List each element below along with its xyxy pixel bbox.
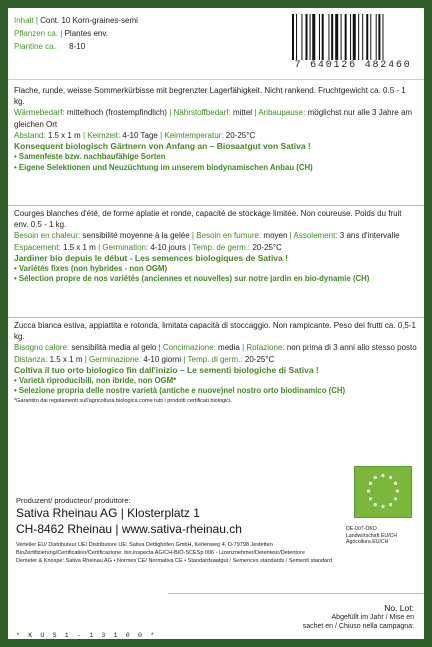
german-section: Flache, runde, weisse Sommerkürbisse mit begrenzter Lagerfähigkeit. Nicht rankend. Fruchtgewicht ca. 0.5 - 1 kg. Wärmebedarf: mittelhoch (frostempfindlich) | Nährstoffbedarf: mittel | Anbaupause: möglichst nur alle 3 Jahre am gleichen Ort Abstand: 1.5 x 1 m | Keimzeit: 4-10 Tage | Keimtemperatur: 20-25°C Konsequent biologisch Gärtnern von Anfang an – Biosaatgut von Sativa ! • Samenfeste bzw. nachbaufähige Sorten • Eigene Selektionen und Neuzüchtung im unserem biodynamischen Anbau (CH) [14,85,418,173]
barcode-bar [292,14,294,60]
german-nutrient-value: mittel [232,108,253,118]
barcode-bars [290,14,416,60]
divider [8,317,424,318]
barcode-bar [310,14,311,60]
italian-section: Zucca bianca estiva, appiattita e rotonda, limitata capacità di stoccaggio. Non rampicante. Peso dei frutti ca. 0,5-1 kg. Bisogno calore: sensibilità media al gelo | Concimazione: media | Rotazione: non prima di 3 anni allo stesso posto Distanza: 1.5 x 1 m | Germinazione: 4-10 giorni | Temp. di germ.: 20-25°C Coltiva il tuo orto biologico fin dall'inizio – Le sementi biologiche di Sativa ! • Varietà riproducibili, non ibride, non OGM* • Selezione propria delle nostre varietà (antiche e nuove)nel nostro orto biodinamico (CH) *Garantito dai regolamenti sull'agricoltura biologica come tutti i prodotti certificati biologici. [14,321,417,404]
french-germination-value: 4-10 jours [150,242,186,252]
italian-temp-label: Temp. di germ.: [187,354,243,364]
french-temp-label: Temp. de germ.: [192,242,251,252]
italian-description: Zucca bianca estiva, appiattita e rotonda, limitata capacità di stoccaggio. Non rampicante. Peso dei frutti ca. 0,5-1 kg. [14,321,416,342]
german-germination-value: 4-10 Tage [122,130,158,140]
italian-bullet-1: • Varietà riproducibili, non ibride, non OGM* [14,375,177,385]
italian-rotation-label: Rotazione: [246,343,285,353]
german-spacing-label: Abstand: [14,130,46,140]
french-rotation-label: Assolement: [293,231,338,241]
french-rotation-value: 3 ans d'intervalle [339,231,400,241]
italian-nutrient-value: media [218,343,240,353]
german-spacing-value: 1.5 x 1 m [47,130,81,140]
german-temp-label: Keimtemperatur: [164,130,224,140]
barcode-bar [376,14,377,60]
barcode-bar [312,14,315,60]
german-rotation-label: Anbaupause: [258,108,306,118]
packet-header [8,8,424,80]
lot-block [303,604,414,631]
french-bullet-1: • Variétés fixes (non hybrides - non OGM) [14,263,168,273]
producer-website: CH-8462 Rheinau | www.sativa-rheinau.ch [16,522,242,536]
plants-value: Plantes env. [64,29,109,39]
standards-line: Demeter & Knospe: Sativa Rheinau AG • Normes CE/ Normativa CE • Standardsaatgut / Semences standards / Sementi standard [16,558,332,564]
french-headline: Jardiner bio depuis le début - Les semences biologiques de Sativa ! [14,252,288,263]
eu-certification-text [346,526,416,546]
barcode-bar [358,14,359,60]
italian-footnote: *Garantito dai regolamenti sull'agricoltura biologica come tutti i prodotti certificati biologici. [14,397,232,404]
plants-key: Pflanzen ca. [14,29,59,39]
content-value: Cont. 10 Korn-graines-semi [40,16,138,25]
german-nutrient-label: Nährstoffbedarf: [173,108,231,118]
italian-heat-value: sensibilità media al gelo [71,343,157,353]
eu-leaf-icon [355,467,411,517]
barcode-bar [335,14,338,60]
barcode-bar [350,14,351,60]
divider [168,593,424,594]
french-spacing-label: Espacement: [14,242,61,252]
italian-germination-value: 4-10 giorni [143,354,182,364]
german-description: Flache, runde, weisse Sommerkürbisse mit begrenzter Lagerfähigkeit. Nicht rankend. Fruchtgewicht ca. 0.5 - 1 kg. [14,86,406,107]
german-bullet-2: • Eigene Selektionen und Neuzüchtung im unserem biodynamischen Anbau (CH) [14,162,313,172]
italian-germination-label: Germinazione: [89,354,142,364]
italian-heat-label: Bisogno calore: [14,343,70,353]
eu-code: DE-007-ÖKO [346,526,377,532]
french-nutrient-label: Besoin en fumure: [196,231,262,241]
plantlets-key: Piantine ca. [14,42,56,52]
italian-bullet-2: • Selezione propria delle nostre varietà (antiche e nuove)nel nostro orto biodinamico (CH) [14,386,346,396]
seed-packet [8,8,424,639]
eu-organic-logo [354,466,412,518]
german-heat-label: Wärmebedarf: [14,108,65,118]
eu-origin-de: Landwirtschaft EU/CH [346,532,398,539]
barcode-bar [366,14,368,60]
french-germination-label: Germination: [102,242,149,252]
barcode-bar [331,14,333,60]
german-heat-value: mittelhoch (frostempfindlich) [66,108,167,118]
german-headline: Konsequent biologisch Gärtnern von Anfang an – Biosaatgut von Sativa ! [14,141,311,152]
barcode-bar [378,14,380,60]
lot-line-1: Abgefüllt im Jahr / Mise en [331,614,414,621]
barcode-bar [296,14,297,60]
italian-nutrient-label: Concimazione: [162,343,216,353]
italian-headline: Coltiva il tuo orto biologico fin dall'inizio – Le sementi biologiche di Sativa ! [14,364,319,375]
sku-code: * K U S 1 - 1 3 1 0 0 * [16,632,157,639]
barcode-bar [382,14,383,60]
german-bullet-1: • Samenfeste bzw. nachbaufähige Sorten [14,152,166,162]
french-nutrient-value: moyen [263,231,288,241]
italian-spacing-value: 1.5 x 1 m [49,354,83,364]
french-heat-label: Besoin en chaleur: [14,231,81,241]
french-temp-value: 20-25°C [252,242,282,252]
french-spacing-value: 1.5 x 1 m [62,242,96,252]
italian-temp-value: 20-25°C [244,354,275,364]
barcode-bar [301,14,302,60]
french-heat-value: sensibilité moyenne à la gelée [82,231,190,241]
plantlets-value: 8-10 [69,42,86,52]
divider [8,205,424,206]
lot-line-2: sachet en / Chiuso nella campagna: [302,623,414,630]
lot-title: No. Lot: [384,603,414,613]
german-rotation-value: möglichst nur alle 3 Jahre am gleichen Ort [14,108,413,129]
barcode-bar [353,14,356,60]
barcode-bar [341,14,342,60]
barcode-bar [345,14,347,60]
italian-rotation-value: non prima di 3 anni allo stesso posto [286,343,417,353]
distributor-line: Verteiler EU/ Distributeur UE/ Distributore UE: Sativa Dettighofen GmbH, Keltenweg 4, D-79798 Jestetten [16,542,273,548]
content-key: Inhalt [14,16,34,25]
producer-label: Produzent/ producteur/ produttore: [16,496,131,505]
barcode-bar [319,14,320,60]
barcode [290,14,416,72]
barcode-bar [370,14,371,60]
french-section: Courges blanches d'été, de forme aplatie et ronde, capacité de stockage limitée. Non coureuse. Poids du fruit env. 0.5 - 1 kg. Besoin en chaleur: sensibilité moyenne à la gelée | Besoin en fumure: moyen | Assolement: 3 ans d'intervalle Espacement: 1.5 x 1 m | Germination: 4-10 jours | Temp. de germ.: 20-25°C Jardiner bio depuis le début - Les semences biologiques de Sativa ! • Variétés fixes (non hybrides - non OGM) • Sélection propre de nos variétés (anciennes et nouvelles) sur notre jardin en bio-dynamie (CH) [14,208,418,285]
certification-line: BioZertifizierung/Certification/Certificazione: bio.inspecta AG/CH-BIO-SCESp 006 - Lizenznehmer/Detenteur/Detentore [16,550,305,556]
german-temp-value: 20-25°C [225,130,256,140]
barcode-bar [322,14,324,60]
german-germination-label: Keimzeit: [87,130,121,140]
barcode-number: 7 640126 482460 [294,60,412,71]
french-bullet-2: • Sélection propre de nos variétés (anciennes et nouvelles) sur notre jardin en bio-dynamie (CH) [14,274,370,284]
barcode-bar [306,14,308,60]
french-description: Courges blanches d'été, de forme aplatie et ronde, capacité de stockage limitée. Non coureuse. Poids du fruit env. 0.5 - 1 kg. [14,209,402,230]
producer-address: Sativa Rheinau AG | Klosterplatz 1 [16,506,200,520]
content-info: Inhalt | Cont. 10 Korn-graines-semi Pflanzen ca. | Plantes env. Piantine ca. 8-10 [14,16,138,52]
barcode-bar [328,14,329,60]
producer-block [16,496,332,565]
eu-origin-it: Agricoltura EU/CH [346,539,389,545]
italian-spacing-label: Distanza: [14,354,48,364]
barcode-bar [362,14,363,60]
